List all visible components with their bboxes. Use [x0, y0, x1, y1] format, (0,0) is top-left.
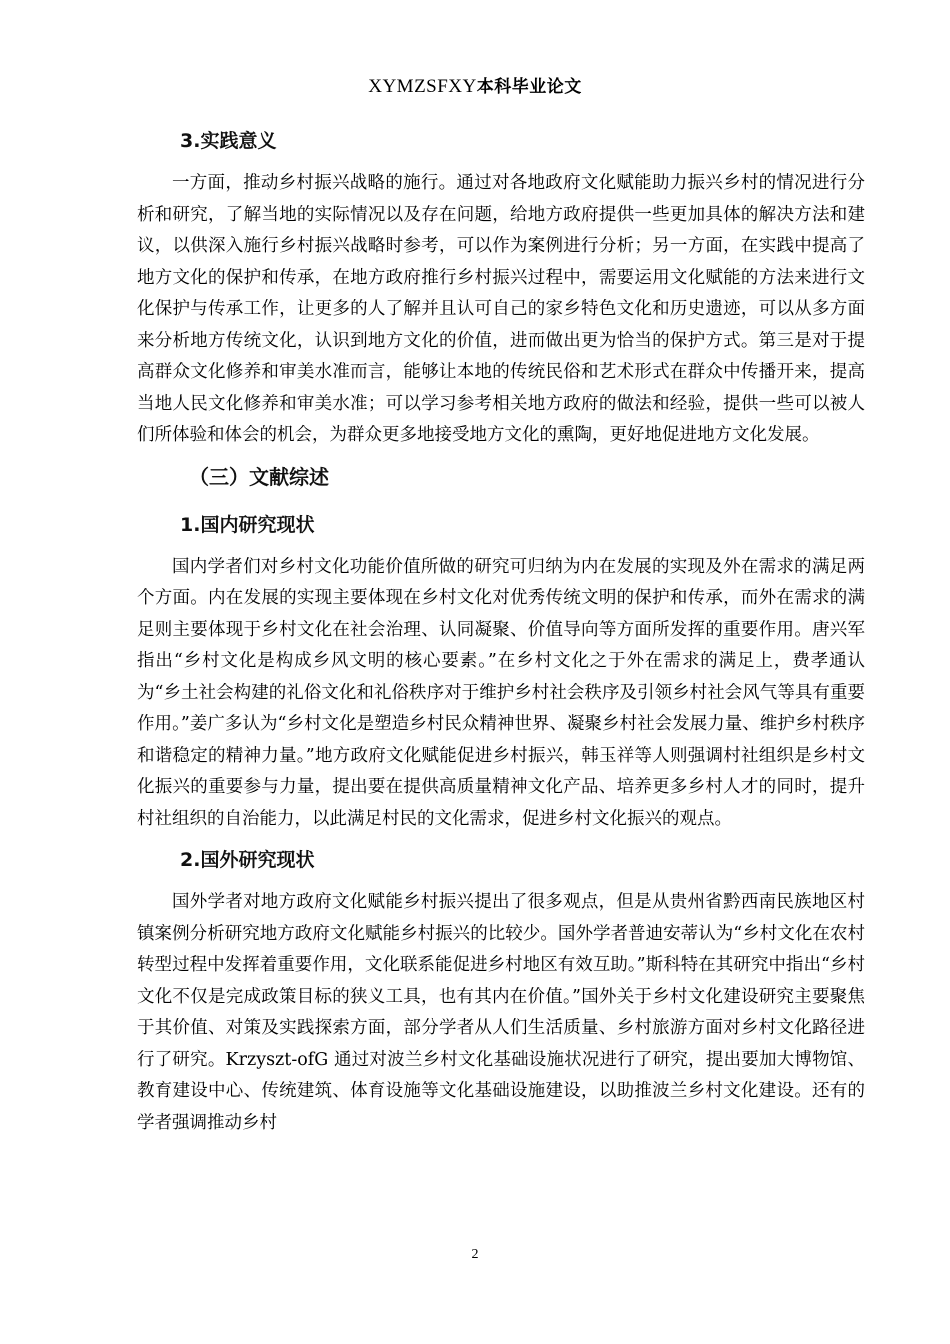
page-header: [0, 72, 950, 98]
heading-foreign-research: 2.国外研究现状: [180, 849, 315, 871]
header-prefix: XYMZSFXY: [368, 76, 477, 97]
paragraph-foreign-research: 国外学者对地方政府文化赋能乡村振兴提出了很多观点，但是从贵州省黔西南民族地区村镇案例分析研究地方政府文化赋能乡村振兴的比较少。国外学者普迪安蒂认为“乡村文化在农村转型过程中发挥着重要作用，文化联系能促进乡村地区有效互助。”斯科特在其研究中指出“乡村文化不仅是完成政策目标的狭义工具，也有其内在价值。”国外关于乡村文化建设研究主要聚焦于其价值、对策及实践探索方面，部分学者从人们生活质量、乡村旅游方面对乡村文化路径进行了研究。Krzyszt-ofG 通过对波兰乡村文化基础设施状况进行了研究，提出要加大博物馆、教育建设中心、传统建筑、体育设施等文化基础设施建设，以助推波兰乡村文化建设。还有的学者强调推动乡村: [137, 892, 865, 1133]
header-title: 本科毕业论文: [476, 77, 582, 97]
heading-domestic-research: 1.国内研究现状: [180, 513, 315, 536]
paragraph-practical-significance: 一方面，推动乡村振兴战略的施行。通过对各地政府文化赋能助力振兴乡村的情况进行分析和研究，了解当地的实际情况以及存在问题，给地方政府提供一些更加具体的解决方法和建议，以供深入施行乡村振兴战略时参考，可以作为案例进行分析；另一方面，在实践中提高了地方文化的保护和传承，在地方政府推行乡村振兴过程中，需要运用文化赋能的方法来进行文化保护与传承工作，让更多的人了解并且认可自己的家乡特色文化和历史遗迹，可以从多方面来分析地方传统文化，认识到地方文化的价值，进而做出更为恰当的保护方式。第三是对于提高群众文化修养和审美水准而言，能够让本地的传统民俗和艺术形式在群众中传播开来，提高当地人民文化修养和审美水准；可以学习参考相关地方政府的做法和经验，提供一些可以被人们所体验和体会的机会，为群众更多地接受地方文化的熏陶，更好地促进地方文化发展。: [137, 173, 865, 445]
heading-practical-significance: 3.实践意义: [180, 130, 277, 152]
heading-literature-review: （三）文献综述: [189, 464, 329, 489]
paragraph-domestic-research: 国内学者们对乡村文化功能价值所做的研究可归纳为内在发展的实现及外在需求的满足两个方面。内在发展的实现主要体现在乡村文化对优秀传统文明的保护和传承，而外在需求的满足则主要体现于乡村文化在社会治理、认同凝聚、价值导向等方面所发挥的重要作用。唐兴军指出“乡村文化是构成乡风文明的核心要素。”在乡村文化之于外在需求的满足上，费孝通认为“乡土社会构建的礼俗文化和礼俗秩序对于维护乡村社会秩序及引领乡村社会风气等具有重要作用。”姜广多认为“乡村文化是塑造乡村民众精神世界、凝聚乡村社会发展力量、维护乡村秩序和谐稳定的精神力量。”地方政府文化赋能促进乡村振兴，韩玉祥等人则强调村社组织是乡村文化振兴的重要参与力量，提出要在提供高质量精神文化产品、培养更多乡村人才的同时，提升村社组织的自治能力，以此满足村民的文化需求，促进乡村文化振兴的观点。: [137, 556, 865, 829]
page-body: [137, 118, 865, 1139]
page-number: 2: [471, 1247, 479, 1262]
